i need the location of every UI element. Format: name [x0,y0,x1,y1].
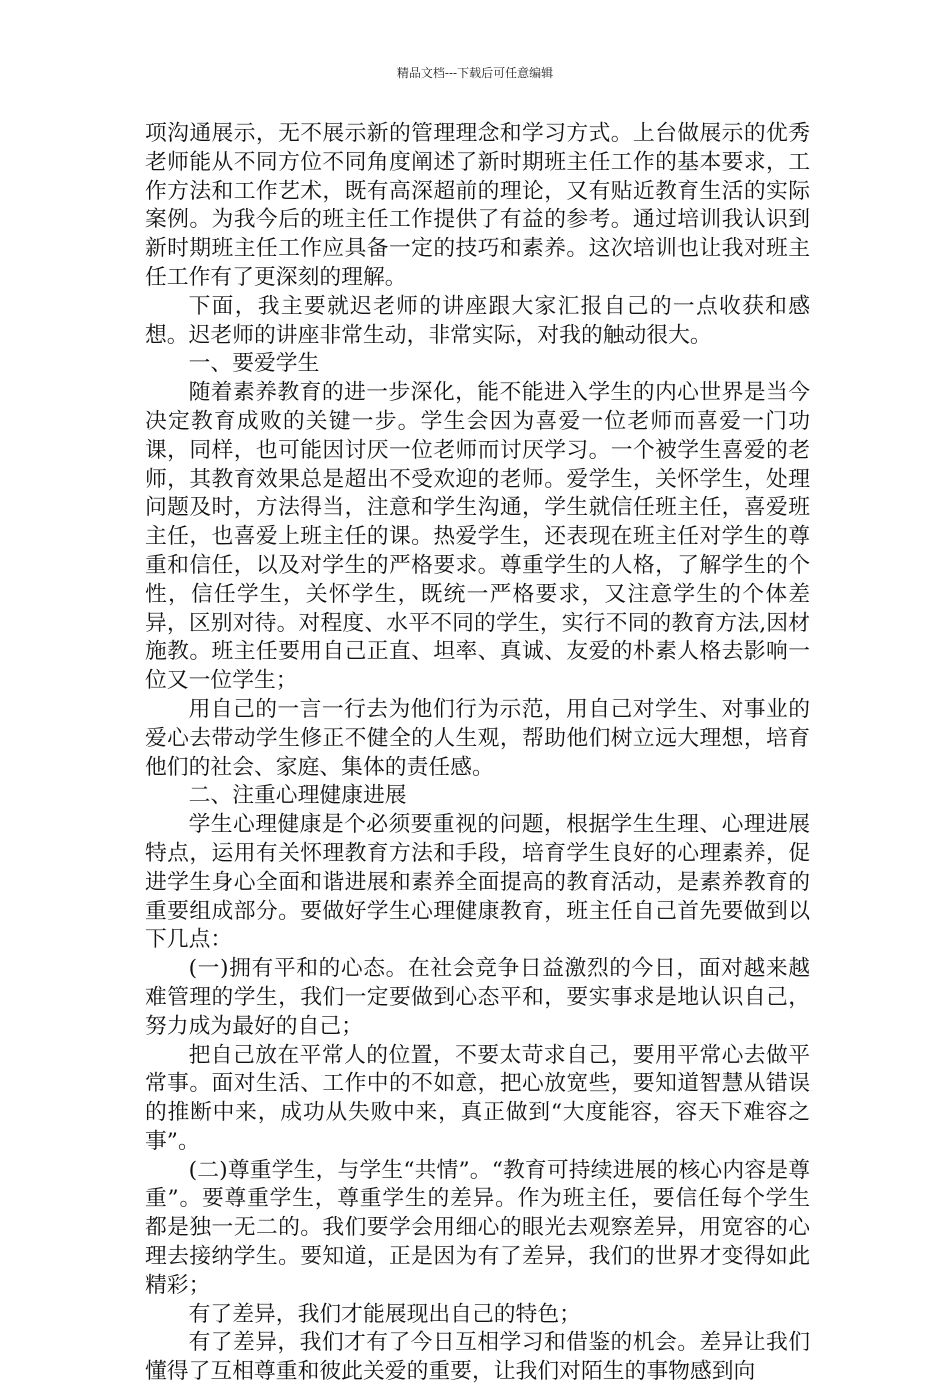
paragraph: 有了差异，我们才有了今日互相学习和借鉴的机会。差异让我们懂得了互相尊重和彼此关爱的重要，让我们对陌生的事物感到向 [145,1330,810,1385]
section-heading: 二、注重心理健康进展 [188,783,407,809]
page-header: 精品文档---下载后可任意编辑 [396,66,554,80]
paragraph: (二)尊重学生，与学生“共情”。“教育可持续进展的核心内容是尊重”。要尊重学生，尊重学生的差异。作为班主任，要信任每个学生都是独一无二的。我们要学会用细心的眼光去观察差异，用宽容的心理去接纳学生。要知道，正是因为有了差异，我们的世界才变得如此精彩； [145,1157,810,1298]
paragraph: 用自己的一言一行去为他们行为示范，用自己对学生、对事业的爱心去带动学生修正不健全的人生观，帮助他们树立远大理想，培育他们的社会、家庭、集体的责任感。 [145,696,810,780]
paragraph: 下面，我主要就迟老师的讲座跟大家汇报自己的一点收获和感想。迟老师的讲座非常生动，非常实际，对我的触动很大。 [145,293,810,348]
paragraph: (一)拥有平和的心态。在社会竞争日益激烈的今日，面对越来越难管理的学生，我们一定要做到心态平和，要实事求是地认识自己，努力成为最好的自己； [145,956,810,1039]
paragraph: 随着素养教育的进一步深化，能不能进入学生的内心世界是当今决定教育成败的关键一步。学生会因为喜爱一位老师而喜爱一门功课，同样，也可能因讨厌一位老师而讨厌学习。一个被学生喜爱的老师，其教育效果总是超出不受欢迎的老师。爱学生，关怀学生，处理问题及时，方法得当，注意和学生沟通，学生就信任班主任，喜爱班主任，也喜爱上班主任的课。热爱学生，还表现在班主任对学生的尊重和信任，以及对学生的严格要求。尊重学生的人格，了解学生的个性，信任学生，关怀学生，既统一严格要求，又注意学生的个体差异，区别对待。对程度、水平不同的学生，实行不同的教育方法,因材施教。班主任要用自己正直、坦率、真诚、友爱的朴素人格去影响一位又一位学生； [145,380,810,694]
document-body [145,120,810,1387]
paragraph: 有了差异，我们才能展现出自己的特色； [188,1301,581,1327]
paragraph: 把自己放在平常人的位置，不要太苛求自己，要用平常心去做平常事。面对生活、工作中的不如意，把心放宽些，要知道智慧从错误的推断中来，成功从失败中来，真正做到“大度能容，容天下难容之事”。 [145,1042,810,1154]
paragraph: 学生心理健康是个必须要重视的问题，根据学生生理、心理进展特点，运用有关怀理教育方法和手段，培育学生良好的心理素养，促进学生身心全面和谐进展和素养全面提高的教育活动，是素养教育的重要组成部分。要做好学生心理健康教育，班主任自己首先要做到以下几点： [145,812,810,953]
paragraph: 项沟通展示，无不展示新的管理理念和学习方式。上台做展示的优秀老师能从不同方位不同角度阐述了新时期班主任工作的基本要求，工作方法和工作艺术，既有高深超前的理论，又有贴近教育生活的实际案例。为我今后的班主任工作提供了有益的参考。通过培训我认识到新时期班主任工作应具备一定的技巧和素养。这次培训也让我对班主任工作有了更深刻的理解。 [145,121,810,290]
section-heading: 一、要爱学生 [188,351,320,377]
